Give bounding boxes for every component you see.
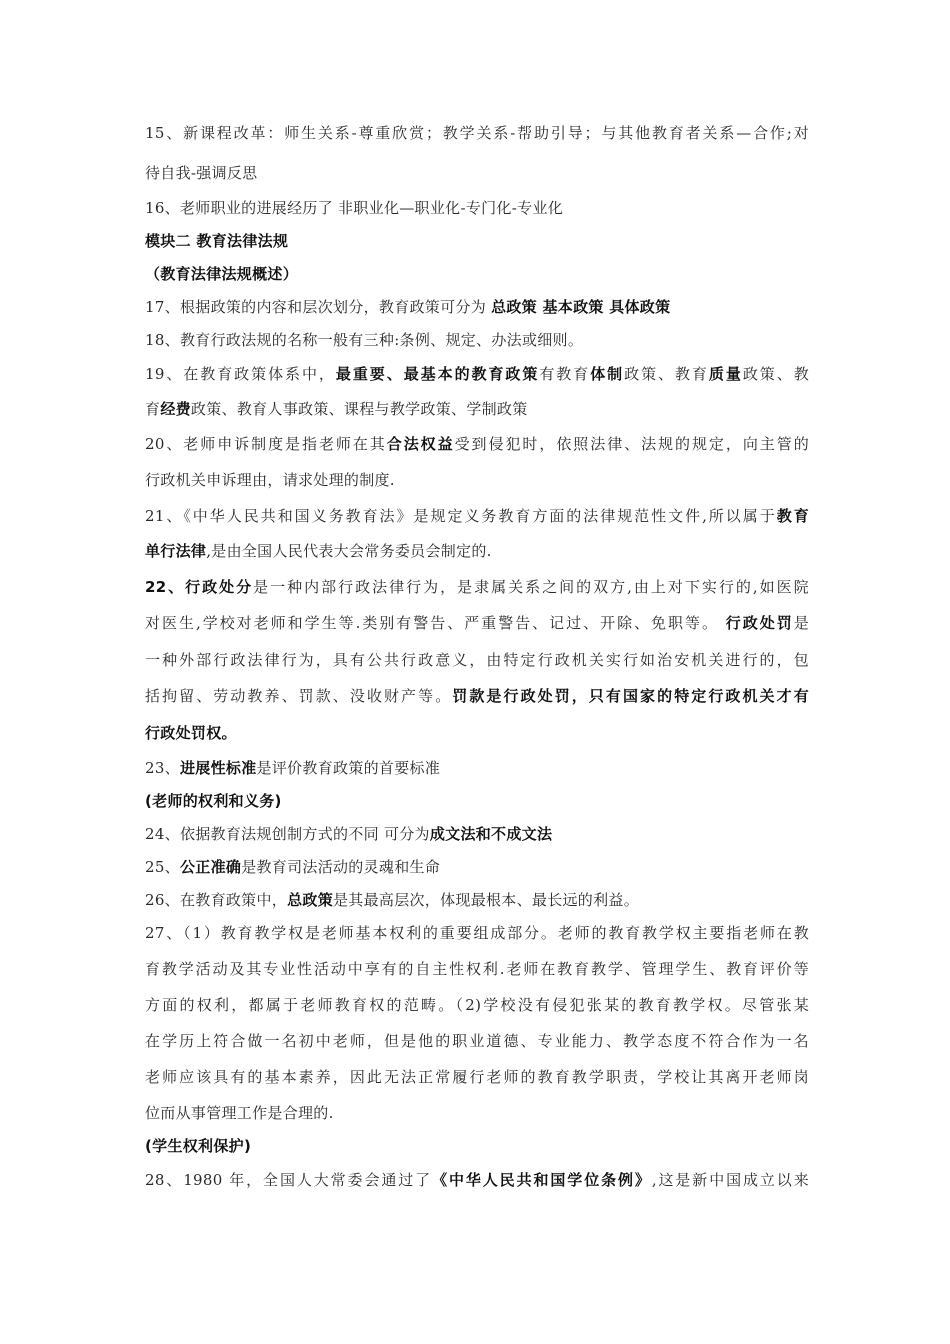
paragraph-line: 21、《中华人民共和国义务教育法》是规定义务教育方面的法律规范性文件,所以属于教育: [145, 507, 809, 525]
paragraph-line: 行政处罚权。: [145, 724, 237, 742]
paragraph-line: 20、老师申诉制度是指老师在其合法权益受到侵犯时，依照法律、法规的规定，向主管的: [145, 435, 809, 453]
paragraph-line: 25、公正准确是教育司法活动的灵魂和生命: [145, 858, 441, 876]
paragraph-line: 行政机关申诉理由，请求处理的制度.: [145, 471, 395, 489]
paragraph-line: 老师应该具有的基本素养，因此无法正常履行老师的教育教学职责，学校让其离开老师岗: [145, 1068, 809, 1086]
paragraph-line: 19、在教育政策体系中，最重要、最基本的教育政策有教育体制政策、教育质量政策、教: [145, 365, 810, 383]
paragraph-line: 15、新课程改革：师生关系-尊重欣赏；教学关系-帮助引导；与其他教育者关系—合作;对: [145, 124, 809, 142]
subsection-heading: （教育法律法规概述）: [145, 265, 299, 283]
paragraph-line: 待自我-强调反思: [145, 164, 258, 182]
paragraph-line: 位而从事管理工作是合理的.: [145, 1104, 334, 1122]
paragraph-line: 28、1980 年，全国人大常委会通过了《中华人民共和国学位条例》,这是新中国成立以来: [145, 1171, 810, 1189]
paragraph-line: 27、（1）教育教学权是老师基本权利的重要组成部分。老师的教育教学权主要指老师在教: [145, 924, 809, 942]
paragraph-line: 育教学活动及其专业性活动中享有的自主性权利.老师在教育教学、管理学生、教育评价等: [145, 960, 809, 978]
paragraph-line: 育经费政策、教育人事政策、课程与教学政策、学制政策: [145, 400, 528, 418]
section-heading: 模块二 教育法律法规: [145, 232, 289, 250]
subsection-heading: (老师的权利和义务): [145, 792, 282, 810]
paragraph-line: 16、老师职业的进展经历了 非职业化—职业化-专门化-专业化: [145, 199, 563, 217]
paragraph-line: 17、根据政策的内容和层次划分，教育政策可分为 总政策 基本政策 具体政策: [145, 298, 671, 316]
paragraph-line: 一种外部行政法律行为，具有公共行政意义，由特定行政机关实行如治安机关进行的，包: [145, 651, 809, 669]
paragraph-line: 18、教育行政法规的名称一般有三种:条例、规定、办法或细则。: [145, 331, 584, 349]
paragraph-line: 23、进展性标准是评价教育政策的首要标准: [145, 759, 441, 777]
paragraph-line: 22、行政处分是一种内部行政法律行为，是隶属关系之间的双方,由上对下实行的,如医院: [145, 578, 809, 596]
paragraph-line: 在学历上符合做一名初中老师，但是他的职业道德、专业能力、教学态度不符合作为一名: [145, 1032, 809, 1050]
paragraph-line: 括拘留、劳动教养、罚款、没收财产等。罚款是行政处罚，只有国家的特定行政机关才有: [145, 687, 809, 705]
paragraph-line: 对医生,学校对老师和学生等.类别有警告、严重警告、记过、开除、免职等。 行政处罚是: [145, 614, 810, 632]
paragraph-line: 单行法律,是由全国人民代表大会常务委员会制定的.: [145, 542, 492, 560]
paragraph-line: 24、依据教育法规创制方式的不同 可分为成文法和不成文法: [145, 825, 553, 843]
paragraph-line: 方面的权利，都属于老师教育权的范畴。（2)学校没有侵犯张某的教育教学权。尽管张某: [145, 996, 809, 1014]
subsection-heading: (学生权利保护): [145, 1137, 252, 1155]
paragraph-line: 26、在教育政策中，总政策是其最高层次，体现最根本、最长远的利益。: [145, 891, 640, 909]
